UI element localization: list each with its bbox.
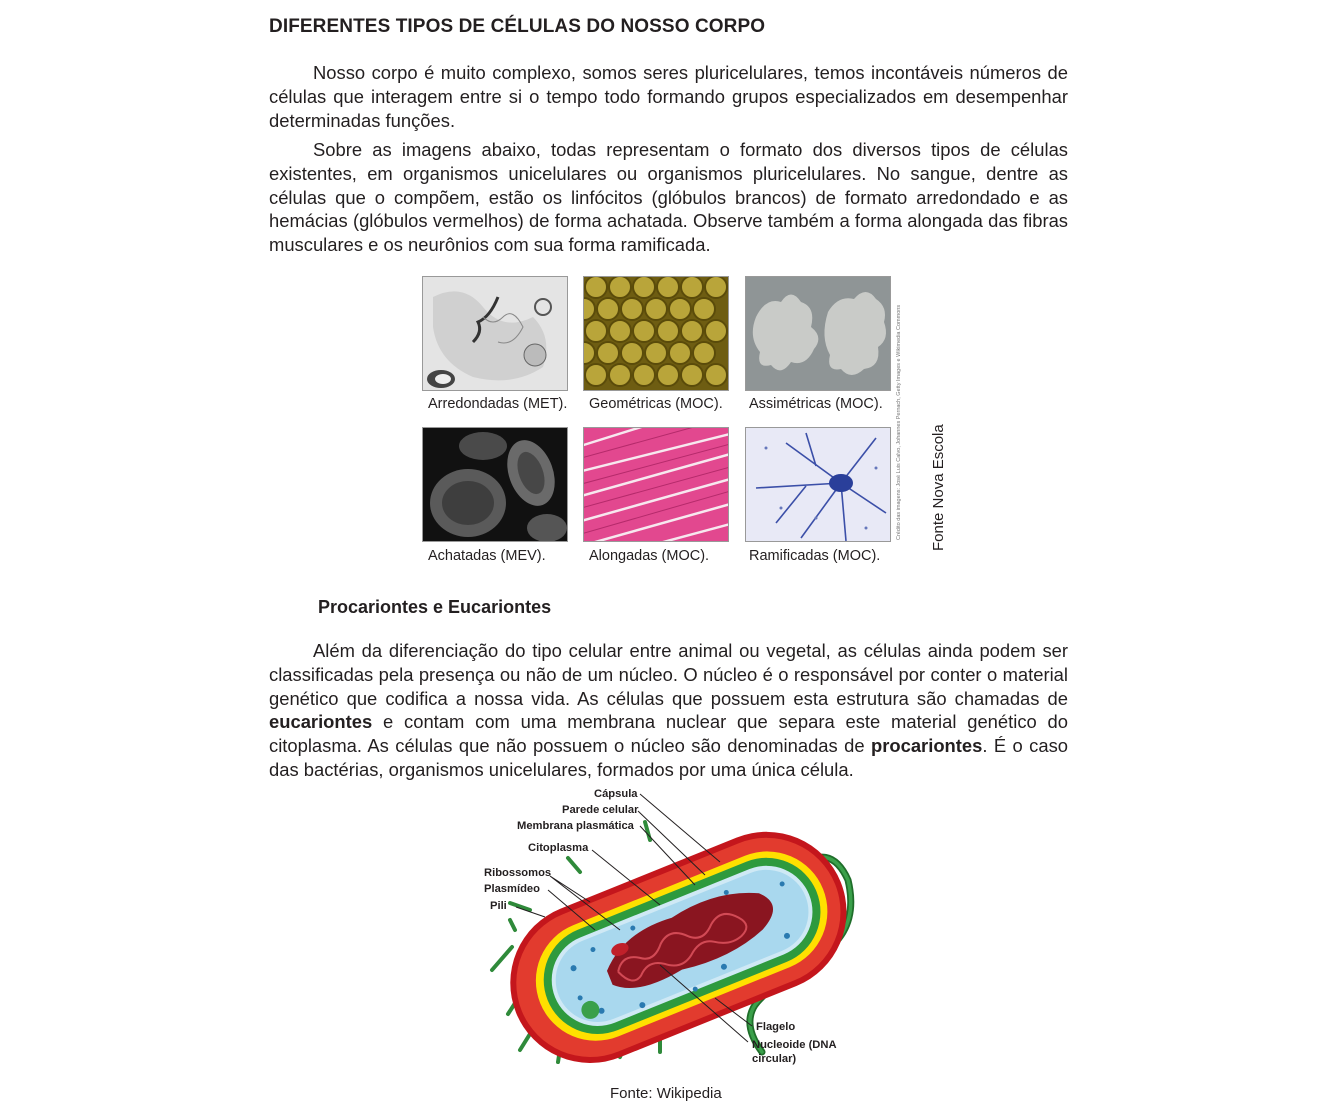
label-pili: Pili [490, 900, 507, 912]
label-flagellum: Flagelo [756, 1021, 796, 1033]
figure-source: Fonte Nova Escola [930, 424, 947, 551]
branched-cells-image [745, 427, 891, 542]
label-plasma-membrane: Membrana plasmática [517, 820, 634, 832]
bacteria-diagram [470, 780, 870, 1080]
flat-cells-image [422, 427, 568, 542]
section-subheading: Procariontes e Eucariontes [318, 597, 552, 617]
label-nucleoid-cont: circular) [752, 1053, 797, 1065]
caption-asymmetric: Assimétricas (MOC). [749, 396, 883, 412]
caption-geometric: Geométricas (MOC). [589, 396, 723, 412]
geometric-cells-image [583, 276, 729, 391]
caption-flat: Achatadas (MEV). [428, 548, 546, 564]
elongated-cells-image [583, 427, 729, 542]
caption-branched: Ramificadas (MOC). [749, 548, 881, 564]
paragraph-intro: Nosso corpo é muito complexo, somos seres pluricelulares, temos incontáveis números de células que interagem entre si o tempo todo formando grupos especializados em desempenhar determinadas funções. [269, 62, 1068, 131]
label-ribosomes: Ribossomos [484, 867, 552, 879]
label-nucleoid: Nucleoide (DNA [752, 1039, 837, 1051]
term-prokaryotes: procariontes [870, 735, 983, 757]
paragraph-cell-shapes: Sobre as imagens abaixo, todas representam o formato dos diversos tipos de células existentes, em organismos unicelulares ou organismos pluricelulares. No sangue, dentre as células que o compõem, estão os linfócitos (glóbulos brancos) de formato arredondado e as hemácias (glóbulos vermelhos) de forma achatada. Observe também a forma alongada das fibras musculares e os neurônios com sua forma ramificada. [269, 139, 1068, 256]
label-cytoplasm: Citoplasma [528, 842, 589, 854]
asymmetric-cells-image [745, 276, 891, 391]
label-plasmid: Plasmídeo [484, 883, 540, 895]
image-credit: Crédito das imagens: José Luis Calvo, Johannes Pernach, Getty Images e Wikimedia Commons [896, 304, 902, 540]
diagram-source: Fonte: Wikipedia [610, 1085, 722, 1102]
term-eukaryotes: eucariontes [269, 711, 373, 733]
page-heading: DIFERENTES TIPOS DE CÉLULAS DO NOSSO CORPO [269, 16, 766, 37]
rounded-cells-image [422, 276, 568, 391]
caption-rounded: Arredondadas (MET). [428, 396, 568, 412]
label-cell-wall: Parede celular [562, 804, 639, 816]
paragraph-prokaryotes: Além da diferenciação do tipo celular entre animal ou vegetal, as células ainda podem ser classificadas pela presença ou não de um núcleo. O núcleo é o responsável por conter o material genético que codifica a nossa vida. As células que possuem esta estrutura são chamadas de eucariontes e contam com uma membrana nuclear que separa este material genético do citoplasma. As células que não possuem o núcleo são denominadas de procariontes. É o caso das bactérias, organismos unicelulares, formados por uma única célula. [269, 640, 1069, 780]
label-capsule: Cápsula [594, 788, 638, 800]
caption-elongated: Alongadas (MOC). [589, 548, 710, 564]
